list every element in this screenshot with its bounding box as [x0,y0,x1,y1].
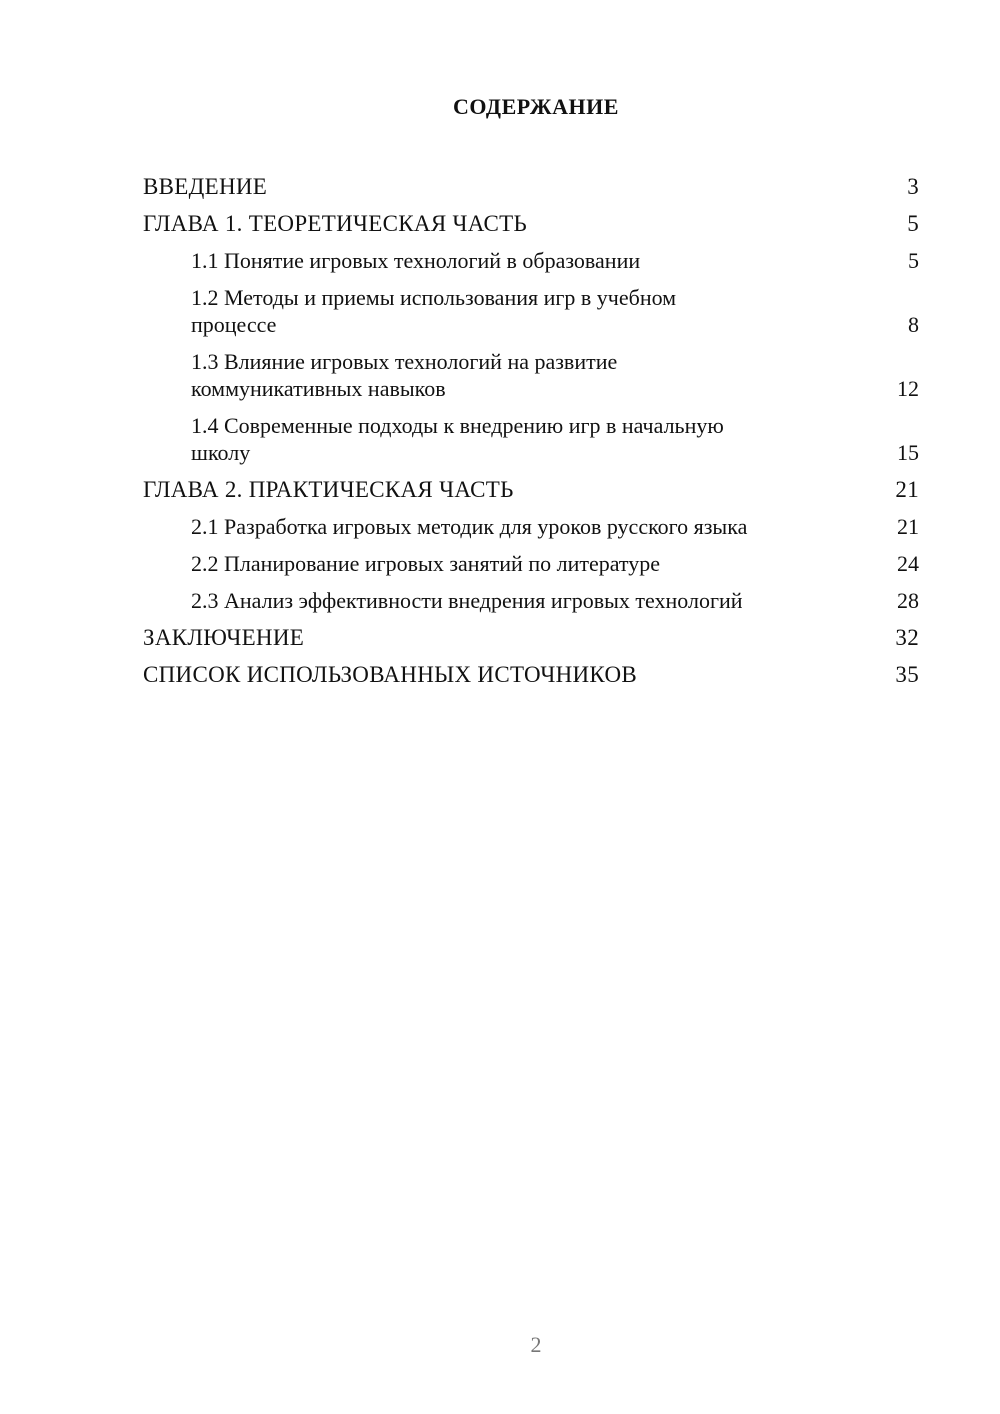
toc-heading: СОДЕРЖАНИЕ [453,94,619,119]
toc-entry-page: 28 [897,588,919,613]
toc-entry-title: ВВЕДЕНИЕ [143,174,268,199]
toc-entry-page: 24 [897,551,919,576]
toc-entry-section-1-1 [143,242,919,279]
page-number: 2 [530,1332,542,1357]
toc-entry-page: 5 [907,211,919,236]
toc-entry-section-1-4 [143,407,919,471]
toc-entry-page: 15 [897,440,919,465]
toc-entry-page: 5 [908,248,919,273]
table-of-contents [143,168,919,693]
toc-entry-page: 21 [897,514,919,539]
toc-entry-page: 3 [907,174,919,199]
toc-entry-section-1-3 [143,343,919,407]
toc-entry-page: 32 [895,625,919,650]
toc-entry-page: 35 [895,662,919,687]
toc-entry-section-2-2 [143,545,919,582]
toc-entry-title: 1.2 Методы и приемы использования игр в учебном процессе [191,285,677,337]
toc-entry-title: ГЛАВА 2. ПРАКТИЧЕСКАЯ ЧАСТЬ [143,477,514,502]
toc-entry-chapter-1 [143,205,919,242]
toc-entry-page: 12 [897,376,919,401]
toc-entry-section-2-1 [143,508,919,545]
toc-entry-introduction [143,168,919,205]
toc-entry-references [143,656,919,693]
toc-entry-title: ГЛАВА 1. ТЕОРЕТИЧЕСКАЯ ЧАСТЬ [143,211,528,236]
toc-entry-chapter-2 [143,471,919,508]
toc-entry-section-1-2 [143,279,919,343]
toc-entry-title: 2.1 Разработка игровых методик для уроков русского языка [191,514,748,539]
toc-entry-title: 1.3 Влияние игровых технологий на развитие коммуникативных навыков [191,349,618,401]
toc-entry-conclusion [143,619,919,656]
toc-entry-section-2-3 [143,582,919,619]
toc-entry-title: 1.4 Современные подходы к внедрению игр в начальную школу [191,413,724,465]
toc-entry-title: 1.1 Понятие игровых технологий в образовании [191,248,641,273]
toc-entry-title: 2.2 Планирование игровых занятий по литературе [191,551,661,576]
toc-entry-page: 8 [908,312,919,337]
toc-entry-title: ЗАКЛЮЧЕНИЕ [143,625,305,650]
toc-entry-title: 2.3 Анализ эффективности внедрения игровых технологий [191,588,743,613]
toc-entry-page: 21 [895,477,919,502]
toc-entry-title: СПИСОК ИСПОЛЬЗОВАННЫХ ИСТОЧНИКОВ [143,662,638,687]
